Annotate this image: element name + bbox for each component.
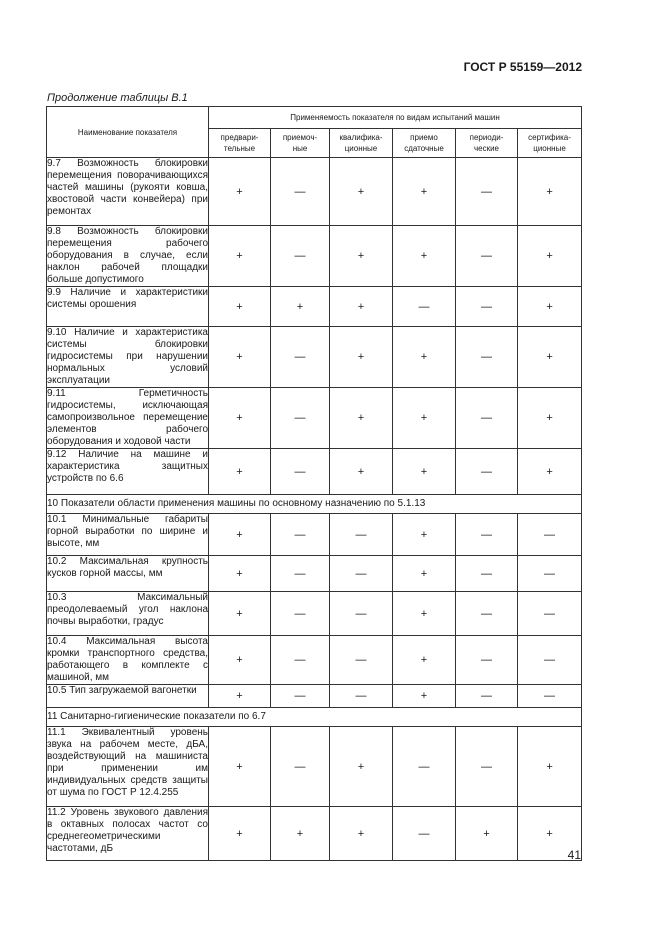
applicability-mark: +	[518, 226, 582, 287]
table-row	[47, 388, 582, 449]
column-header-test-type: периоди- ческие	[456, 129, 518, 158]
indicator-name: 10.3 Максимальный преодолеваемый угол наклона почвы выработки, градус	[47, 592, 209, 636]
indicator-name: 10.5 Тип загружаемой вагонетки	[47, 685, 209, 708]
applicability-mark: +	[393, 327, 456, 388]
table-caption: Продолжение таблицы В.1	[47, 92, 188, 104]
applicability-mark: +	[330, 327, 393, 388]
column-header-test-type: предвари- тельные	[209, 129, 271, 158]
applicability-mark: —	[456, 226, 518, 287]
applicability-mark: —	[271, 226, 330, 287]
indicator-name: 11.1 Эквивалентный уровень звука на рабочем месте, дБА, воздействующий на машиниста при применении им индивидуальных средств защиты от шума по ГОСТ Р 12.4.255	[47, 727, 209, 807]
applicability-mark: +	[209, 226, 271, 287]
applicability-mark: —	[393, 727, 456, 807]
applicability-mark: —	[271, 685, 330, 708]
table-row	[47, 636, 582, 685]
table-row	[47, 449, 582, 495]
applicability-mark: +	[518, 158, 582, 226]
applicability-mark: +	[209, 514, 271, 556]
applicability-mark: —	[330, 636, 393, 685]
applicability-mark: —	[456, 449, 518, 495]
applicability-mark: +	[330, 727, 393, 807]
column-header-test-type: квалифика- ционные	[330, 129, 393, 158]
indicator-name: 9.7 Возможность блокировки перемещения поворачивающихся частей машины (рукояти ковша, хвостовой части конвейера) при ремонтах	[47, 158, 209, 226]
applicability-mark: +	[209, 807, 271, 861]
table-row	[47, 685, 582, 708]
applicability-mark: +	[209, 388, 271, 449]
applicability-mark: —	[271, 388, 330, 449]
applicability-mark: —	[271, 158, 330, 226]
indicator-name: 9.11 Герметичность гидросистемы, исключающая самопроизвольное перемещение элементов рабочего оборудования и ходовой части	[47, 388, 208, 447]
table-body	[47, 158, 582, 861]
applicability-mark: +	[209, 636, 271, 685]
applicability-mark: +	[393, 514, 456, 556]
applicability-mark: —	[330, 592, 393, 636]
column-group-header: Применяемость показателя по видам испытаний машин	[209, 107, 582, 129]
applicability-mark: —	[271, 592, 330, 636]
applicability-mark: —	[456, 327, 518, 388]
applicability-mark: +	[209, 449, 271, 495]
table-row	[47, 226, 582, 287]
table-header-row	[47, 107, 582, 129]
applicability-mark: +	[393, 158, 456, 226]
applicability-mark: —	[518, 592, 582, 636]
table-row	[47, 807, 582, 861]
applicability-mark: —	[456, 388, 518, 449]
applicability-mark: +	[271, 287, 330, 327]
applicability-mark: +	[209, 327, 271, 388]
applicability-mark: —	[271, 327, 330, 388]
table-section-row	[47, 495, 582, 514]
indicator-name: 9.9 Наличие и характеристики системы орошения	[47, 287, 209, 327]
applicability-mark: +	[456, 807, 518, 861]
applicability-mark: +	[393, 388, 456, 449]
applicability-mark: —	[518, 636, 582, 685]
table-row	[47, 514, 582, 556]
applicability-mark: +	[393, 636, 456, 685]
table-row	[47, 556, 582, 592]
indicator-name: 10.1 Минимальные габариты горной выработки по ширине и высоте, мм	[47, 514, 209, 556]
indicator-name: 10.4 Максимальная высота кромки транспортного средства, работающего в комплекте с машиной, мм	[47, 636, 208, 683]
applicability-mark: —	[271, 556, 330, 592]
applicability-mark: +	[393, 556, 456, 592]
applicability-mark: +	[209, 158, 271, 226]
applicability-mark: +	[330, 807, 393, 861]
section-title: 10 Показатели области применения машины по основному назначению по 5.1.13	[47, 495, 582, 514]
column-header-test-type: приемоч- ные	[271, 129, 330, 158]
applicability-mark: +	[393, 449, 456, 495]
applicability-mark: —	[456, 727, 518, 807]
applicability-mark: —	[456, 592, 518, 636]
applicability-mark: —	[330, 556, 393, 592]
applicability-mark: +	[209, 556, 271, 592]
applicability-mark: —	[271, 636, 330, 685]
applicability-mark: +	[209, 727, 271, 807]
applicability-mark: +	[271, 807, 330, 861]
applicability-mark: —	[330, 685, 393, 708]
applicability-table	[46, 106, 582, 861]
applicability-mark: —	[393, 287, 456, 327]
applicability-mark: +	[330, 158, 393, 226]
applicability-mark: —	[456, 636, 518, 685]
applicability-mark: —	[271, 727, 330, 807]
applicability-mark: +	[518, 807, 582, 861]
table-row	[47, 727, 582, 807]
applicability-mark: +	[518, 727, 582, 807]
applicability-mark: —	[456, 514, 518, 556]
indicator-name: 10.2 Максимальная крупность кусков горной массы, мм	[47, 556, 209, 592]
applicability-mark: —	[456, 685, 518, 708]
applicability-mark: +	[330, 449, 393, 495]
table-row	[47, 158, 582, 226]
applicability-mark: +	[393, 685, 456, 708]
section-title: 11 Санитарно-гигиенические показатели по 6.7	[47, 708, 582, 727]
applicability-mark: —	[330, 514, 393, 556]
column-header-test-type: сертифика- ционные	[518, 129, 582, 158]
applicability-mark: +	[518, 287, 582, 327]
table-section-row	[47, 708, 582, 727]
applicability-mark: —	[393, 807, 456, 861]
applicability-mark: +	[393, 592, 456, 636]
applicability-mark: +	[209, 592, 271, 636]
applicability-mark: —	[518, 514, 582, 556]
applicability-mark: —	[271, 449, 330, 495]
document-code: ГОСТ Р 55159—2012	[463, 60, 582, 74]
applicability-mark: —	[456, 158, 518, 226]
column-header-name: Наименование показателя	[47, 107, 209, 158]
applicability-mark: —	[518, 556, 582, 592]
applicability-mark: +	[209, 685, 271, 708]
applicability-mark: +	[330, 287, 393, 327]
applicability-mark: —	[518, 685, 582, 708]
applicability-mark: +	[393, 226, 456, 287]
indicator-name: 11.2 Уровень звукового давления в октавных полосах частот со среднегеометрическими частотами, дБ	[47, 807, 209, 861]
applicability-mark: —	[456, 287, 518, 327]
table-row	[47, 327, 582, 388]
applicability-mark: —	[456, 556, 518, 592]
applicability-mark: +	[518, 388, 582, 449]
applicability-mark: +	[518, 327, 582, 388]
table-row	[47, 592, 582, 636]
indicator-name: 9.10 Наличие и характеристика системы блокировки гидросистемы при нарушении нормальных условий эксплуатации	[47, 327, 208, 386]
applicability-mark: +	[330, 388, 393, 449]
applicability-mark: +	[330, 226, 393, 287]
applicability-mark: —	[271, 514, 330, 556]
page-number: 41	[567, 848, 581, 862]
applicability-mark: +	[518, 449, 582, 495]
table-row	[47, 287, 582, 327]
indicator-name: 9.8 Возможность блокировки перемещения рабочего оборудования в случае, если наклон рабочей площадки больше допустимого	[47, 226, 208, 285]
indicator-name: 9.12 Наличие на машине и характеристика защитных устройств по 6.6	[47, 449, 209, 495]
column-header-test-type: приемо сдаточные	[393, 129, 456, 158]
applicability-mark: +	[209, 287, 271, 327]
